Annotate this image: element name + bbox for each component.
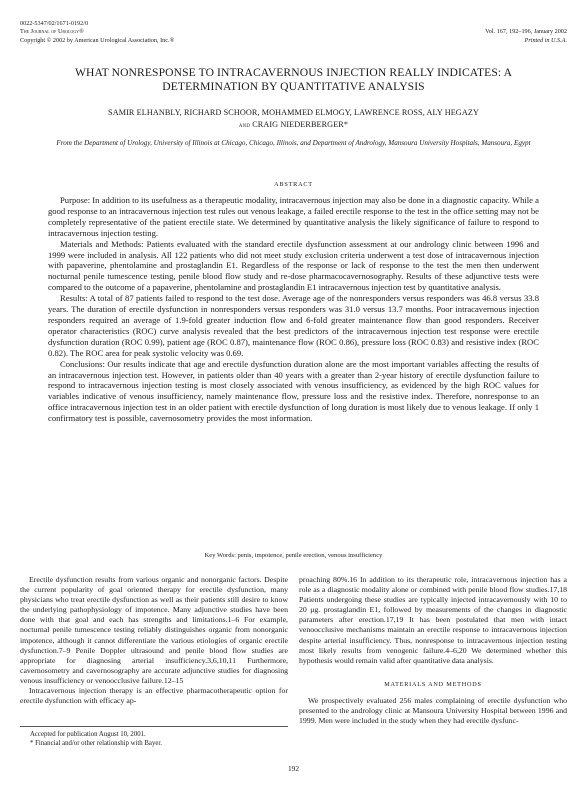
- financial-note: * Financial and/or other relationship with Bayer.: [30, 739, 162, 747]
- page-number: 192: [287, 764, 300, 773]
- copyright-line: Copyright © 2002 by American Urological Association, Inc.®: [20, 36, 175, 44]
- author-list: [24, 107, 563, 131]
- intro-paragraph-3: proaching 80%.16 In addition to its therapeutic role, intracavernous injection has a role as a diagnostic modality alone or combined with penile blood flow studies.17,18 Patients undergoing these studies are typically injected intracavernously with 10 to 20 μg. prostaglandin E1, followed by measurements of the changes in diagnostic parameters after erection.17,19 It has been postulated that men with intact venoocclusive mechanisms maintain an erectile response to intracavernous injection despite arterial insufficiency. Thus, nonresponse to intracavernous injection testing most likely results from venogenic failure.4–6,20 We determined whether this hypothesis would remain valid after quantitative data analysis.: [299, 575, 567, 665]
- abstract-body: [48, 195, 539, 424]
- author-line-2: CRAIG NIEDERBERGER*: [252, 119, 349, 129]
- abstract-methods: Materials and Methods: Patients evaluated with the standard erectile dysfunction assessment at our andrology clinic between 1996 and 1999 were included in analysis. All 122 patients who did not meet study exclusion criteria underwent a test dose of intracavernous injection with papaverine, phentolamine and prostaglandin E1. Regardless of the response or lack of response to the test the men then underwent nocturnal penile tumescence testing, penile blood flow study and re-dose pharmacocavernosography. Results of these adjunctive tests were compared to the outcome of a papaverine, phentolamine and prostaglandin E1 intracavernous injection test by quantitative analysis.: [48, 238, 539, 293]
- abstract-heading: ABSTRACT: [274, 181, 313, 188]
- body-column-left: [20, 575, 288, 706]
- journal-header-right: [485, 20, 567, 45]
- methods-paragraph-1: We prospectively evaluated 256 males complaining of erectile dysfunction who presented to the andrology clinic at Mansoura University Hospital between 1996 and 1999. Men were included in the study when they had erectile dysfunc-: [299, 695, 567, 726]
- keywords: Key Words: penis, impotence, penile erection, venous insufficiency: [204, 552, 383, 559]
- body-column-right: [299, 575, 567, 726]
- volume-line: Vol. 167, 192–196, January 2002: [485, 28, 567, 36]
- footnote-rule: [20, 726, 288, 727]
- article-title: WHAT NONRESPONSE TO INTRACAVERNOUS INJECTION REALLY INDICATES: A DETERMINATION BY QUANTITATIVE ANALYSIS: [74, 66, 513, 93]
- intro-paragraph-1: Erectile dysfunction results from various organic and nonorganic factors. Despite the current popularity of goal oriented therapy for erectile dysfunction, many physicians who treat erectile dysfunction as well as their patients still desire to know the underlying pathophysiology of impotence. Many adjunctive studies have been done with that goal and each has strengths and limitations.1–6 For example, nocturnal penile tumescence testing reliably distinguishes organic from nonorganic impotence, although it cannot differentiate the various etiologies of organic erectile dysfunction.7–9 Penile Doppler ultrasound and penile blood flow studies are appropriate for diagnosing arterial insufficiency.3,6,10,11 Furthermore, cavernosometry and cavernosography are accurate adjunctive studies for diagnosing venous insufficiency or venoocclusive failure.12–15: [20, 575, 288, 685]
- article-code: 0022-5347/02/1671-0192/0: [20, 20, 89, 27]
- affiliation: From the Department of Urology, University of Illinois at Chicago, Chicago, Illinois, and Department of Andrology, Mansoura University Hospitals, Mansoura, Egypt: [56, 139, 531, 147]
- methods-heading: MATERIALS AND METHODS: [384, 680, 482, 688]
- abstract-results: Results: A total of 87 patients failed to respond to the test dose. Average age of the nonresponders versus responders was 46.8 versus 33.8 years. The duration of erectile dysfunction in nonresponders versus responders was 31.0 versus 13.7 months. Poor intracavernous injection responders required an average of 1.9-fold greater induction flow and 6-fold greater maintenance flow than good responders. Receiver operator characteristics (ROC) curve analysis revealed that the best predictors of the intracavernous injection test response were erectile dysfunction duration (ROC 0.99), patient age (ROC 0.87), maintenance flow (ROC 0.86), pressure loss (ROC 0.83) and resistive index (ROC 0.82). The ROC area for peak systolic velocity was 0.69.: [48, 293, 539, 358]
- abstract-purpose: Purpose: In addition to its usefulness as a therapeutic modality, intracavernous injection may also be done in a diagnostic capacity. While a good response to an intracavernous injection test rules out venous leakage, a failed erectile response to the test in the office setting may not be completely representative of the patient erectile state. We determined by quantitative analysis the likely significance of failure to respond to intracavernous injection testing.: [48, 195, 539, 238]
- author-and: and: [238, 121, 251, 129]
- author-line-1: SAMIR ELHANBLY, RICHARD SCHOOR, MOHAMMED ELMOGY, LAWRENCE ROSS, ALY HEGAZY: [108, 108, 479, 117]
- journal-name: The Journal of Urology®: [20, 28, 84, 36]
- accepted-date-note: Accepted for publication August 10, 2001.: [30, 731, 146, 738]
- journal-header-left: [20, 20, 174, 45]
- intro-paragraph-2: Intracavernous injection therapy is an effective pharmacotherapeutic option for erectile dysfunction with efficacy ap-: [20, 686, 288, 706]
- abstract-conclusions: Conclusions: Our results indicate that age and erectile dysfunction duration alone are the most important variables affecting the results of an intracavernous injection test. However, in patients older than 40 years with a greater than 2-year history of erectile dysfunction failure to respond to intracavernous injection testing is most closely associated with venous insufficiency, as evidenced by the high ROC values for variables indicative of venous insufficiency, namely maintenance flow, pressure loss and the resistive index. Therefore, nonresponse to an office intracavernous injection test in an older patient with erectile dysfunction of long duration is most likely due to venous leakage. If only 1 confirmatory test is possible, cavernosometry provides the most information.: [48, 358, 539, 424]
- printed-line: Printed in U.S.A.: [524, 36, 567, 44]
- footnotes: [20, 726, 288, 749]
